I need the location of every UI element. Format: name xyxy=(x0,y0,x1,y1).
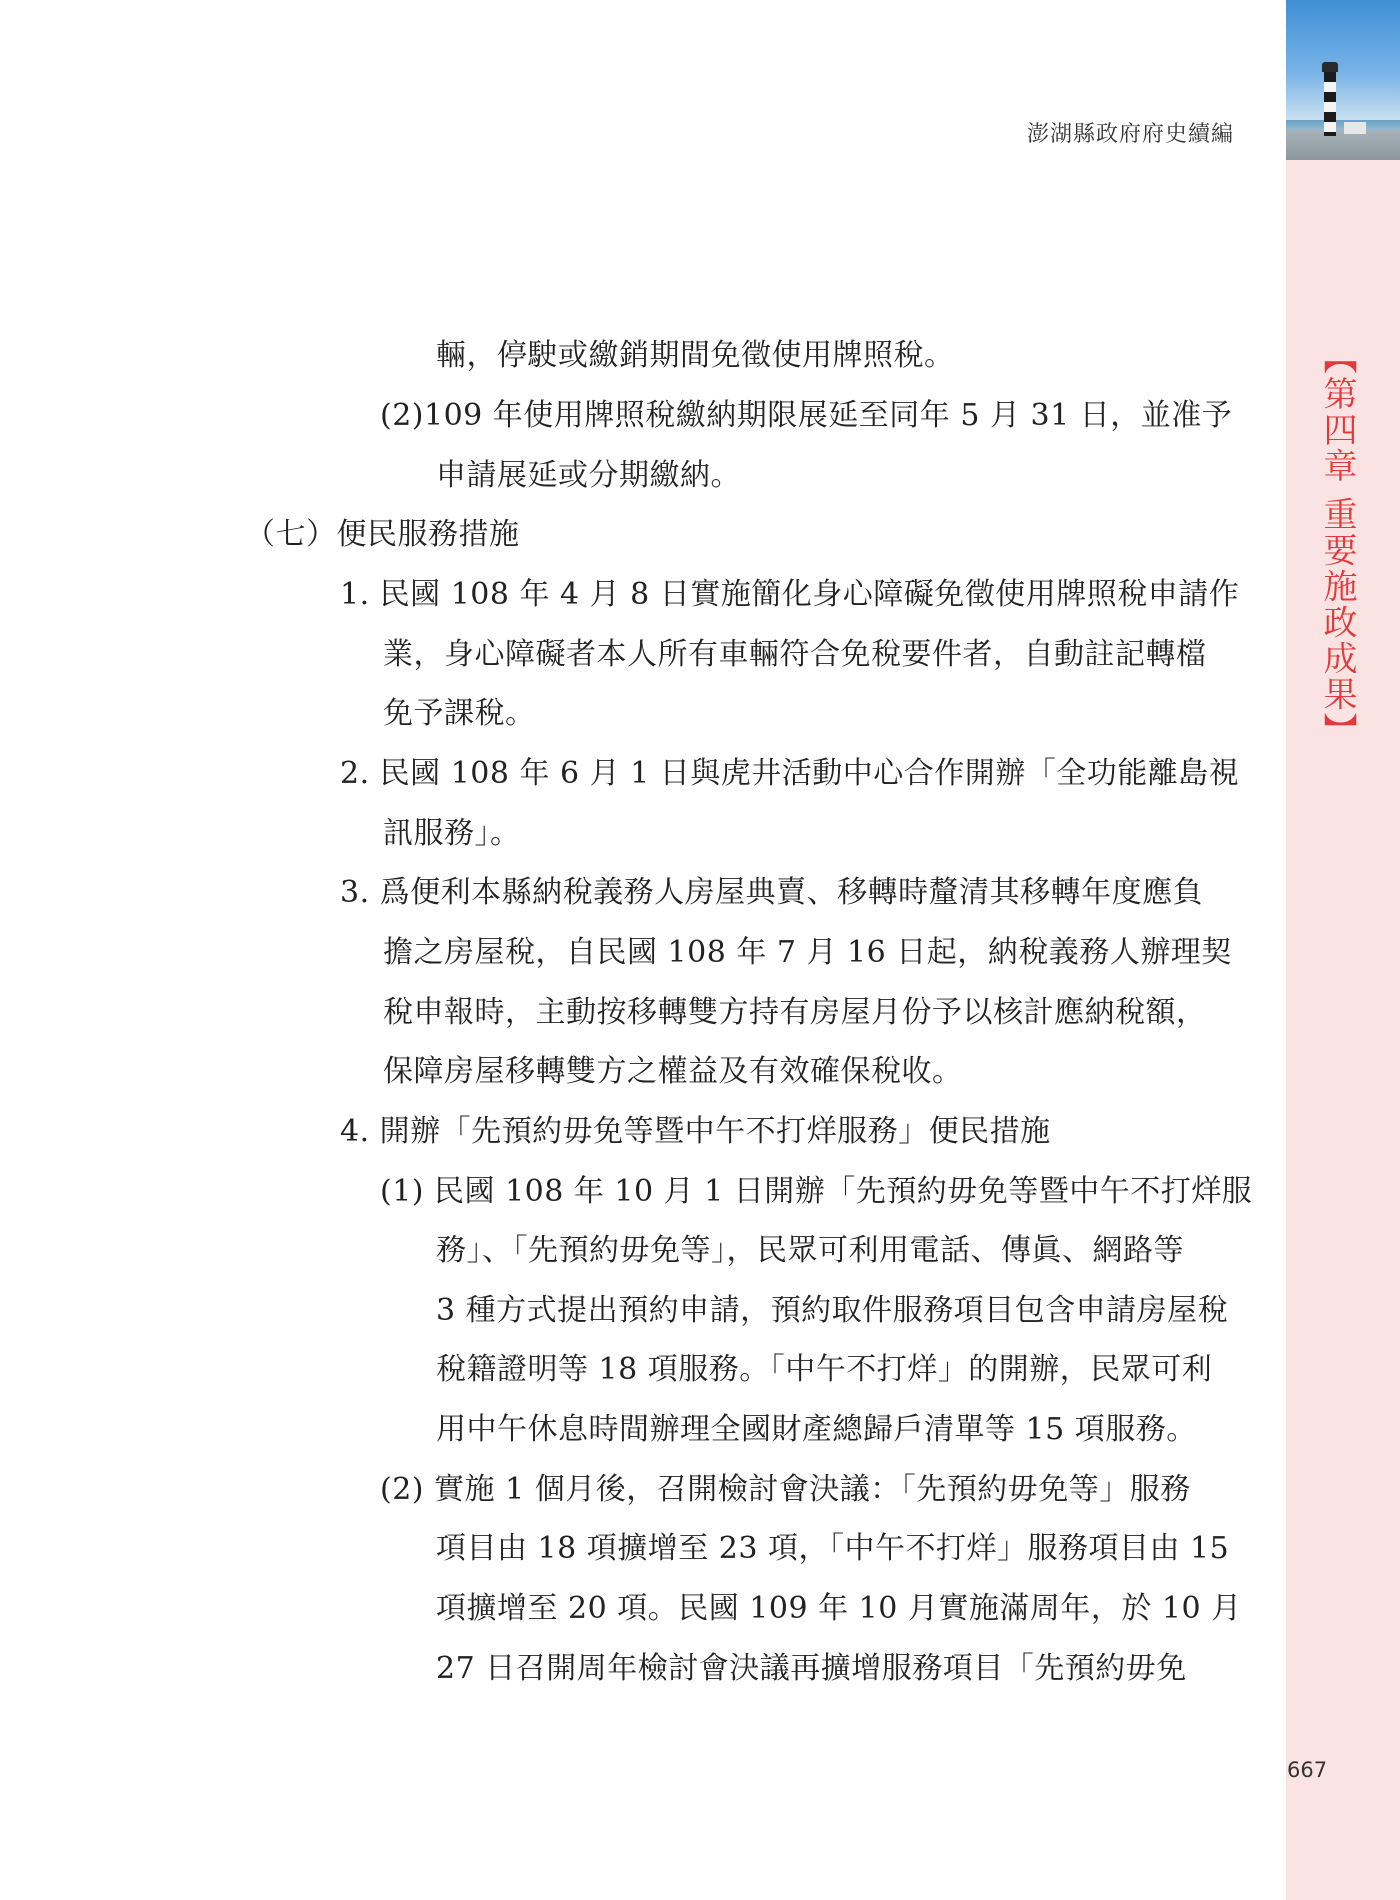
text-line: 項擴增至 20 項。民國 109 年 10 月實施滿周年，於 10 月 xyxy=(436,1591,1242,1626)
text-line: 擔之房屋稅，自民國 108 年 7 月 16 日起，納稅義務人辦理契 xyxy=(383,935,1232,970)
text-line: 申請展延或分期繳納。 xyxy=(436,458,741,493)
text-line: (2) 實施 1 個月後，召開檢討會決議：「先預約毋免等」服務 xyxy=(380,1472,1191,1507)
text-line: (2)109 年使用牌照稅繳納期限展延至同年 5 月 31 日，並准予 xyxy=(380,398,1233,433)
text-line: 業，身心障礙者本人所有車輛符合免稅要件者，自動註記轉檔 xyxy=(383,637,1207,672)
text-line: 3 種方式提出預約申請，預約取件服務項目包含申請房屋稅 xyxy=(436,1293,1229,1328)
text-line: 務」、「先預約毋免等」，民眾可利用電話、傳眞、網路等 xyxy=(436,1233,1184,1268)
lighthouse-lantern-icon xyxy=(1322,62,1338,72)
text-line: 輛，停駛或繳銷期間免徵使用牌照稅。 xyxy=(436,338,955,373)
text-line: 稅申報時，主動按移轉雙方持有房屋月份予以核計應納稅額， xyxy=(383,995,1207,1030)
text-line: 27 日召開周年檢討會決議再擴增服務項目「先預約毋免 xyxy=(436,1651,1187,1686)
ground-band xyxy=(1286,130,1400,160)
lighthouse-photo xyxy=(1286,0,1400,160)
text-line: 保障房屋移轉雙方之權益及有效確保稅收。 xyxy=(383,1054,963,1089)
text-line: 訊服務」。 xyxy=(383,816,521,851)
chapter-side-band xyxy=(1286,0,1400,1900)
text-line: (1) 民國 108 年 10 月 1 日開辦「先預約毋免等暨中午不打烊服 xyxy=(380,1174,1253,1209)
text-line: 2. 民國 108 年 6 月 1 日與虎井活動中心合作開辦「全功能離島視 xyxy=(340,756,1240,791)
text-line: 免予課稅。 xyxy=(383,696,536,731)
text-line: 用中午休息時間辦理全國財產總歸戶清單等 15 項服務。 xyxy=(436,1412,1197,1447)
text-line: 項目由 18 項擴增至 23 項，「中午不打烊」服務項目由 15 xyxy=(436,1531,1230,1566)
running-header: 澎湖縣政府府史續編 xyxy=(1026,122,1234,147)
chapter-tab: 【第四章 重要施政成果】 xyxy=(1317,340,1357,749)
section-heading: （七）便民服務措施 xyxy=(245,517,520,552)
text-line: 4. 開辦「先預約毋免等暨中午不打烊服務」便民措施 xyxy=(340,1114,1051,1149)
lighthouse-icon xyxy=(1324,72,1336,136)
text-line: 3. 爲便利本縣納稅義務人房屋典賣、移轉時釐清其移轉年度應負 xyxy=(340,875,1204,910)
text-line: 稅籍證明等 18 項服務。「中午不打烊」的開辦，民眾可利 xyxy=(436,1352,1213,1387)
keeper-house-icon xyxy=(1344,122,1366,134)
text-line: 1. 民國 108 年 4 月 8 日實施簡化身心障礙免徵使用牌照稅申請作 xyxy=(340,577,1240,612)
page-number: 667 xyxy=(1287,1758,1328,1782)
